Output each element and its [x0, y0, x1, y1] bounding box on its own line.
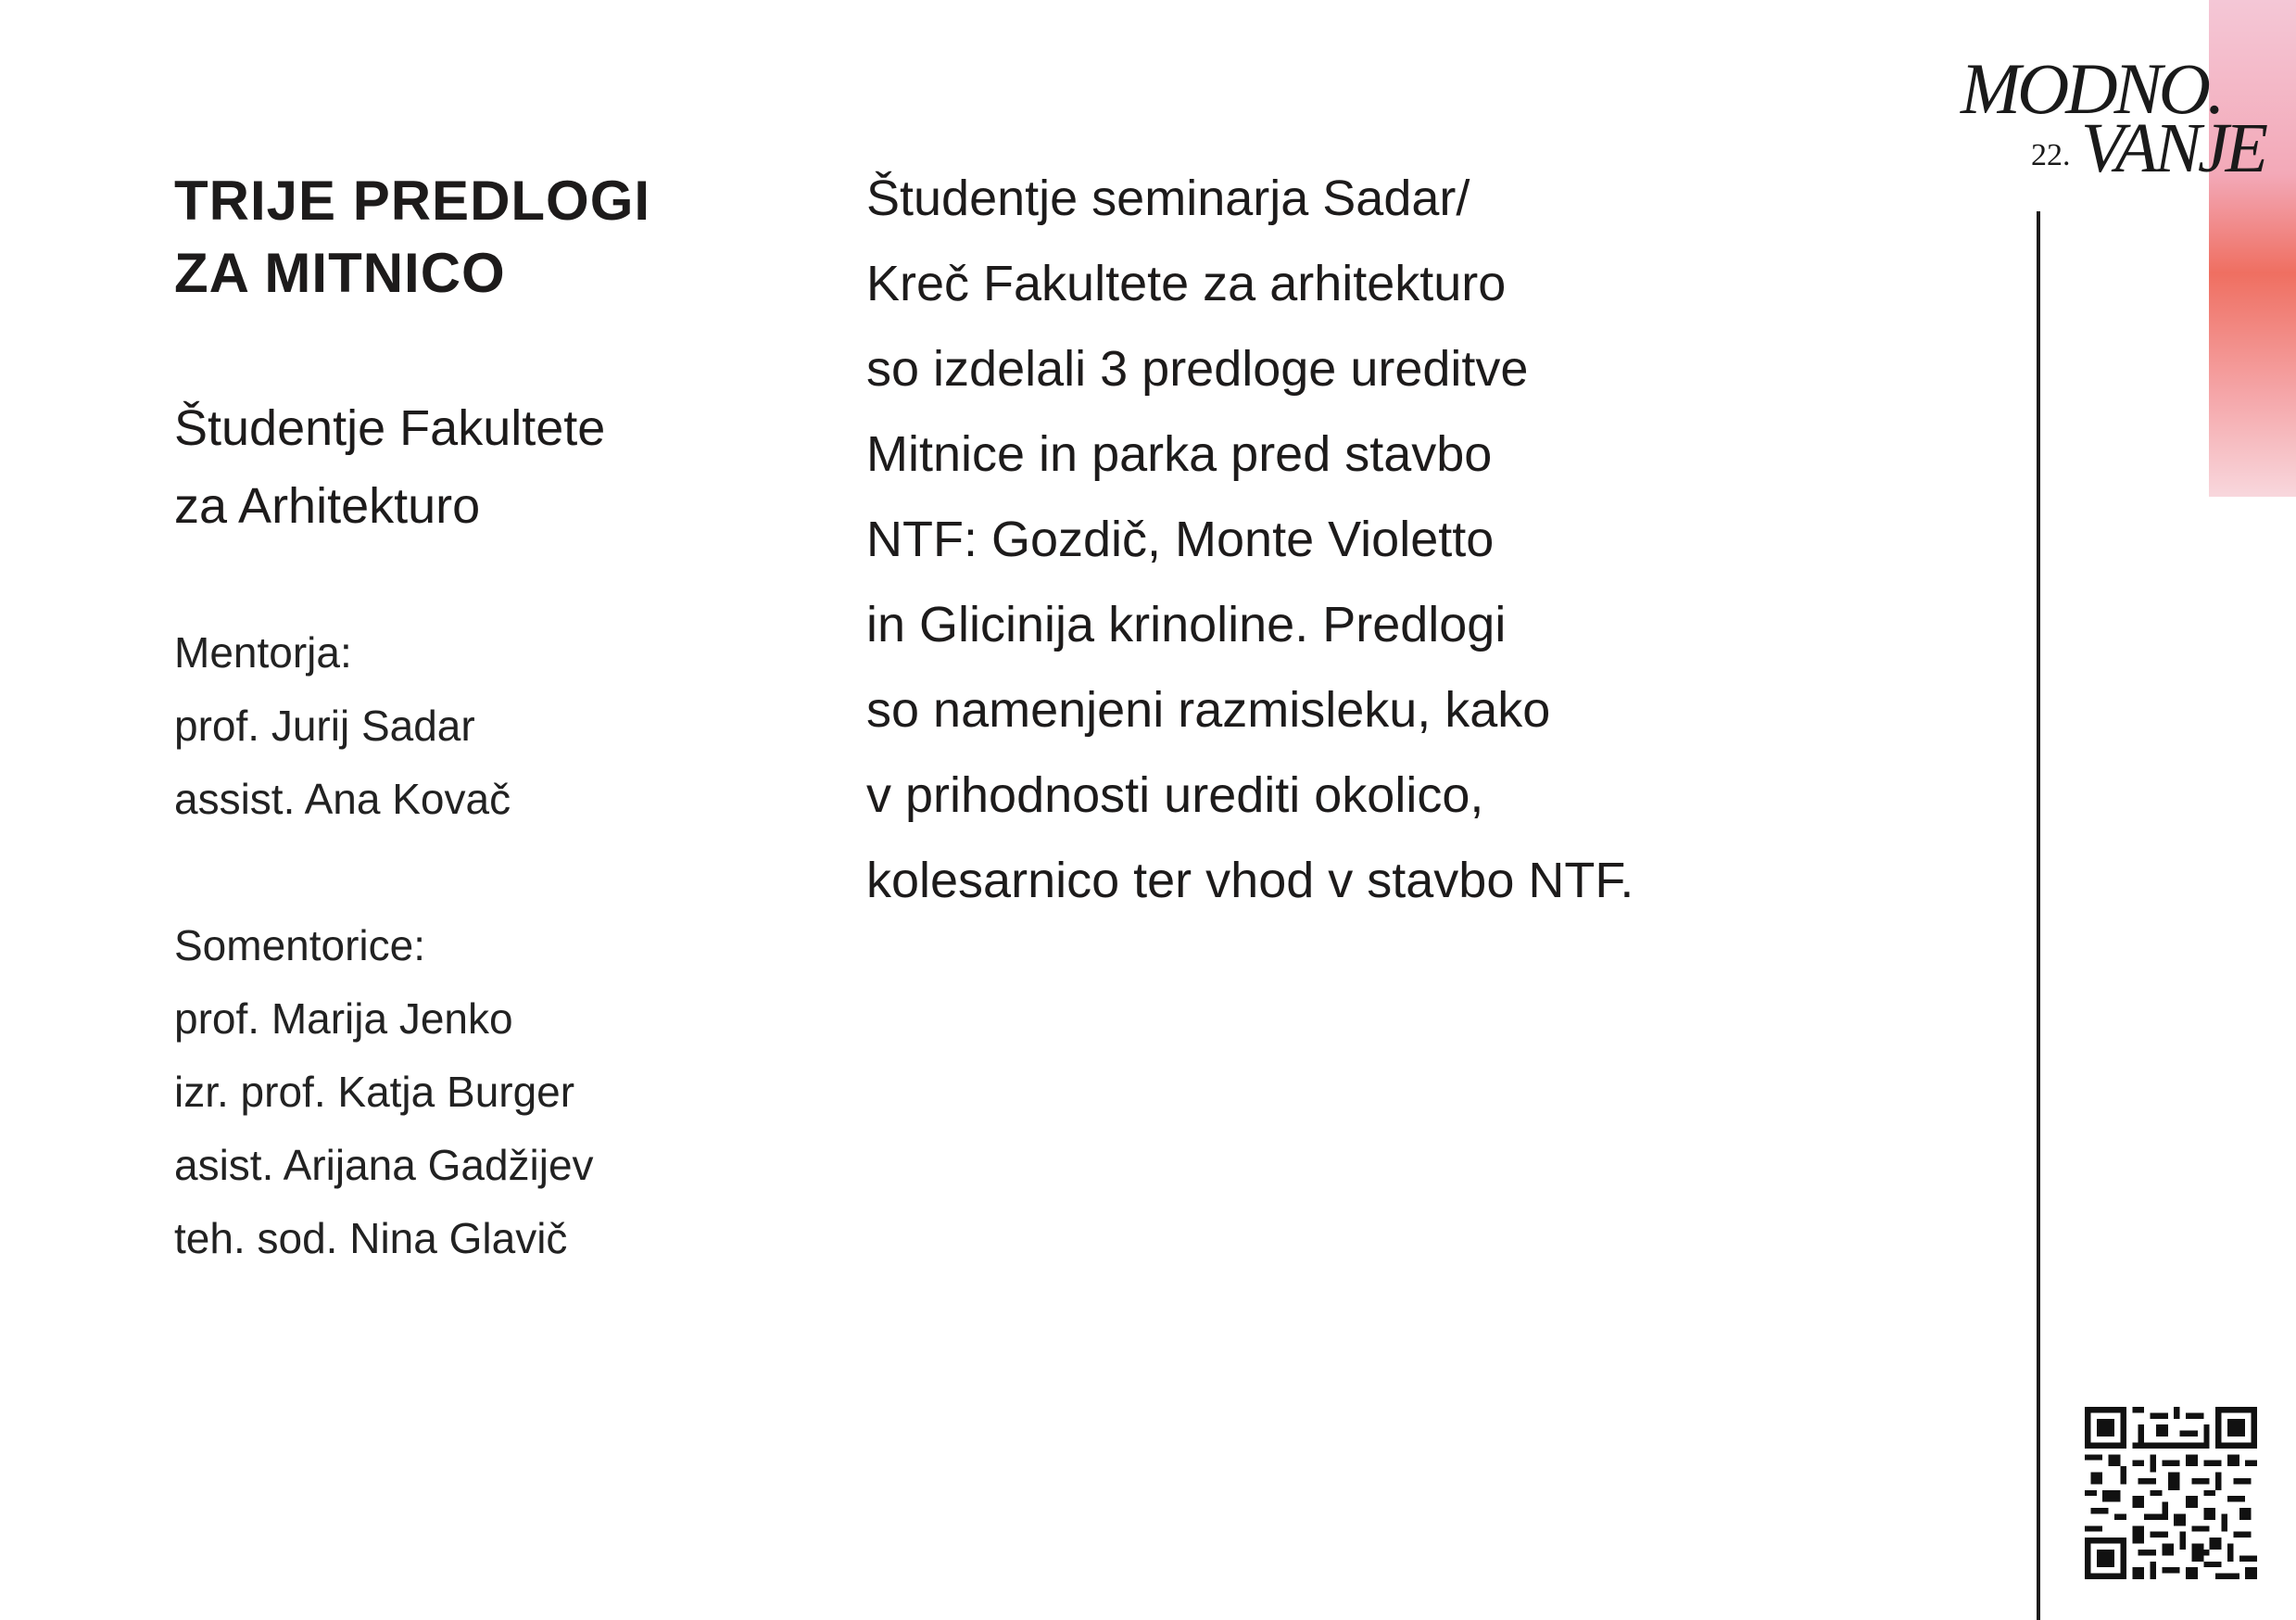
subtitle-line-2: za Arhitekturo	[174, 478, 481, 534]
description-paragraph	[866, 156, 1634, 923]
description-line: Študentje seminarja Sadar/	[866, 171, 1470, 226]
description-line: so izdelali 3 predloge ureditve	[866, 341, 1529, 397]
mentors-heading: Mentorja:	[174, 628, 352, 677]
credits-block	[174, 616, 594, 1275]
page-title	[174, 165, 650, 310]
co-mentor-name: teh. sod. Nina Glavič	[174, 1214, 568, 1262]
mentor-name: prof. Jurij Sadar	[174, 702, 475, 750]
description-line: so namenjeni razmisleku, kako	[866, 682, 1551, 738]
description-line: Mitnice in parka pred stavbo	[866, 426, 1493, 482]
title-line-2: ZA MITNICO	[174, 242, 506, 304]
co-mentors-heading: Somentorice:	[174, 921, 426, 969]
co-mentor-name: asist. Arijana Gadžijev	[174, 1141, 594, 1189]
vertical-divider	[2037, 211, 2040, 1620]
co-mentor-name: prof. Marija Jenko	[174, 994, 513, 1043]
description-line: Kreč Fakultete za arhitekturo	[866, 256, 1507, 311]
qr-code-icon[interactable]	[2085, 1407, 2257, 1579]
co-mentor-name: izr. prof. Katja Burger	[174, 1068, 575, 1116]
logo-line-1: MODNO.	[1961, 48, 2222, 129]
modnovanje-logo	[1961, 48, 2266, 187]
subtitle-line-1: Študentje Fakultete	[174, 400, 606, 456]
mentor-name: assist. Ana Kovač	[174, 775, 511, 823]
logo-line-2: VANJE	[2081, 109, 2265, 187]
subtitle	[174, 389, 605, 545]
logo-number: 22.	[2031, 138, 2071, 172]
description-line: NTF: Gozdič, Monte Violetto	[866, 512, 1495, 567]
spacer	[174, 836, 594, 909]
title-line-1: TRIJE PREDLOGI	[174, 170, 651, 232]
description-line: in Glicinija krinoline. Predlogi	[866, 597, 1507, 652]
description-line: v prihodnosti urediti okolico,	[866, 767, 1484, 823]
description-line: kolesarnico ter vhod v stavbo NTF.	[866, 853, 1634, 908]
